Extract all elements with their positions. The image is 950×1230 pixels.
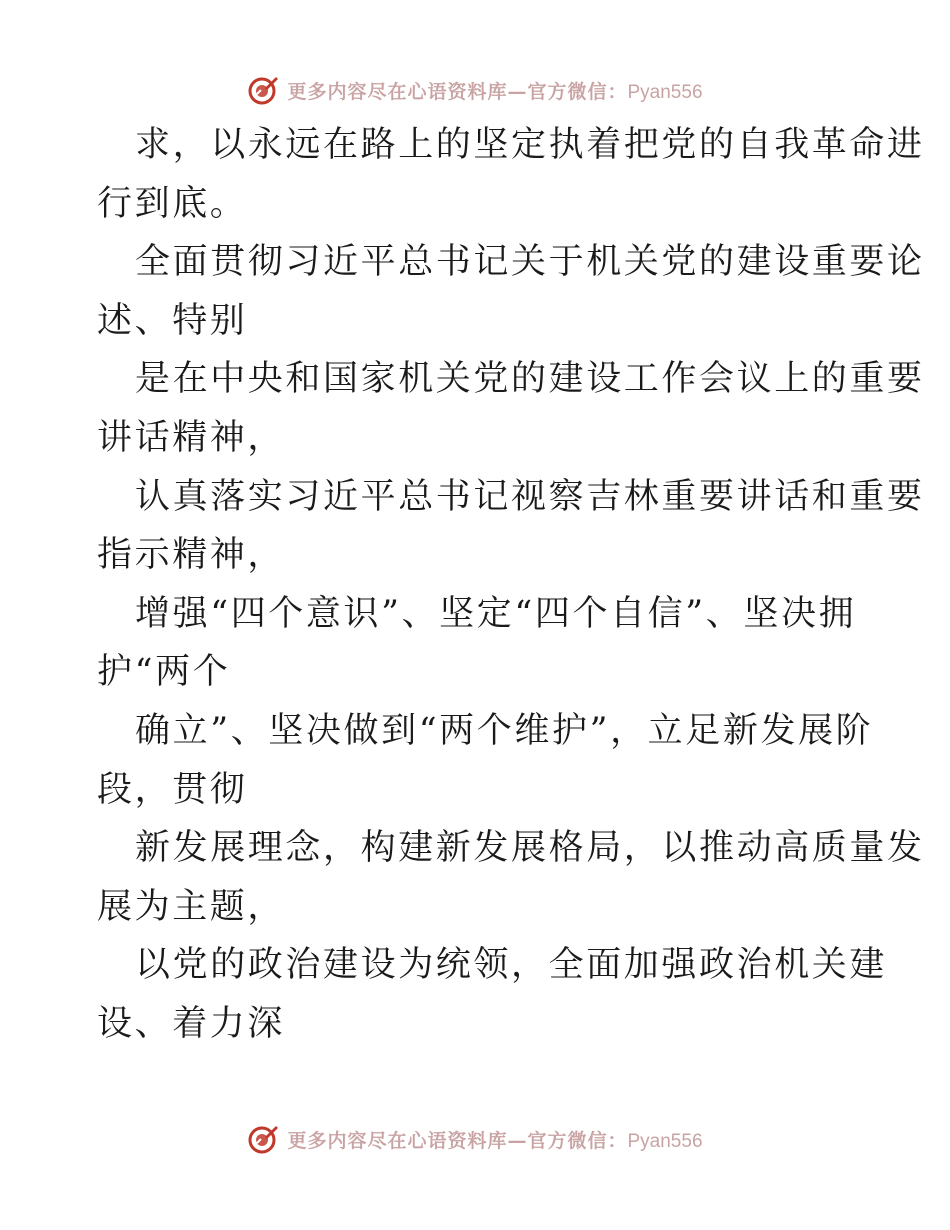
- text-line: 确立”、坚决做到“两个维护”，立足新发展阶: [135, 710, 874, 751]
- brush-logo-icon: [247, 1123, 279, 1155]
- brush-logo-icon: [247, 74, 279, 106]
- text-line: 全面贯彻习近平总书记关于机关党的建设重要论: [135, 242, 925, 283]
- text-line: 行到底。: [97, 183, 248, 224]
- footer-watermark: [0, 1119, 950, 1159]
- text-line: 展为主题，: [97, 886, 286, 927]
- header-watermark: [0, 70, 950, 110]
- text-line: 护“两个: [97, 652, 231, 693]
- watermark-text: 更多内容尽在心语资料库—官方微信：Pyan556: [287, 1129, 703, 1152]
- text-line: 以党的政治建设为统领，全面加强政治机关建: [135, 945, 888, 986]
- text-line: 是在中央和国家机关党的建设工作会议上的重要: [135, 359, 925, 400]
- text-line: 设、着力深: [97, 1003, 286, 1044]
- text-line: 讲话精神，: [97, 417, 286, 458]
- text-line: 指示精神，: [97, 535, 286, 576]
- text-line: 述、特别: [97, 300, 248, 341]
- watermark-text: 更多内容尽在心语资料库—官方微信：Pyan556: [287, 80, 703, 103]
- document-body: [97, 116, 925, 1054]
- text-line: 段，贯彻: [97, 769, 248, 810]
- text-line: 认真落实习近平总书记视察吉林重要讲话和重要: [135, 476, 925, 517]
- text-line: 新发展理念，构建新发展格局，以推动高质量发: [135, 828, 925, 869]
- text-line: 增强“四个意识”、坚定“四个自信”、坚决拥: [135, 593, 857, 634]
- text-line: 求，以永远在路上的坚定执着把党的自我革命进: [135, 125, 925, 165]
